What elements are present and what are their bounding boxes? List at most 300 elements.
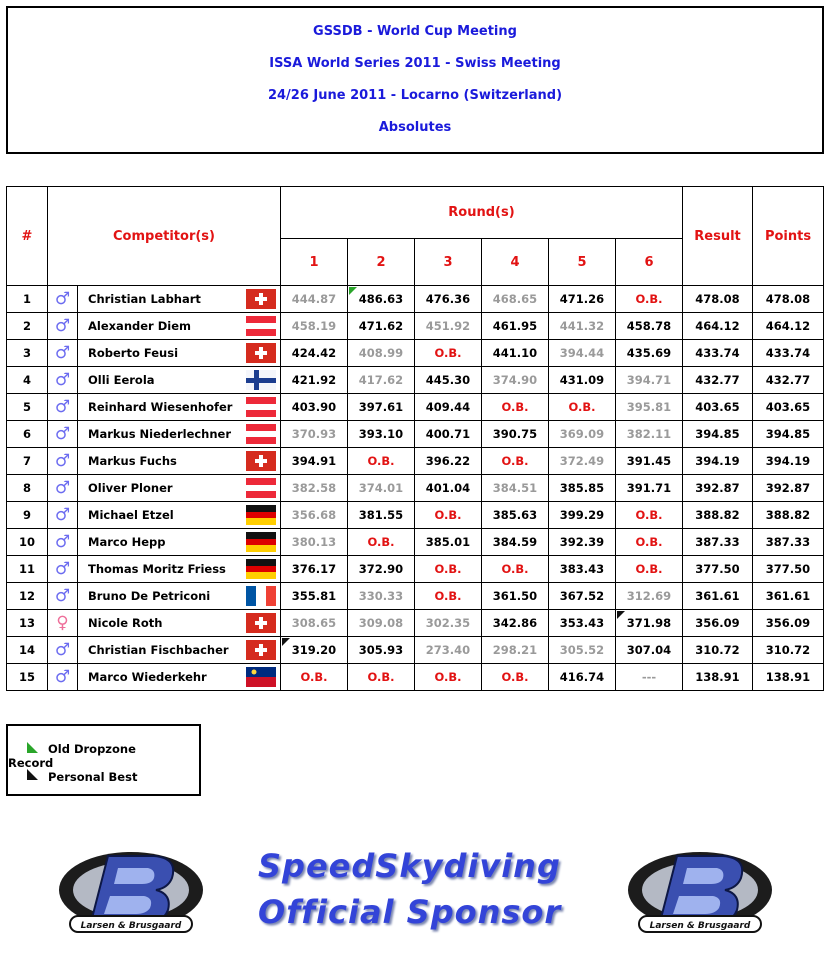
round-5-value xyxy=(549,340,616,367)
round-5-value xyxy=(549,610,616,637)
points-cell: 138.91 xyxy=(753,664,824,691)
table-row xyxy=(7,475,824,502)
round-value-text: O.B. xyxy=(434,346,462,360)
points-cell: 403.65 xyxy=(753,394,824,421)
round-6-value xyxy=(616,637,683,664)
round-4-value xyxy=(482,340,549,367)
points-cell: 377.50 xyxy=(753,556,824,583)
round-2-value xyxy=(348,556,415,583)
flag-cell xyxy=(243,448,281,475)
switzerland-flag-icon xyxy=(246,640,276,660)
round-1-value xyxy=(281,529,348,556)
round-5-value xyxy=(549,556,616,583)
round-value-text: 431.09 xyxy=(559,373,605,387)
male-icon: ♂ xyxy=(48,637,78,664)
round-value-text: 376.17 xyxy=(291,562,337,576)
rank-cell: 11 xyxy=(7,556,48,583)
points-cell: 394.85 xyxy=(753,421,824,448)
table-row xyxy=(7,502,824,529)
round-1-value xyxy=(281,583,348,610)
round-6-value xyxy=(616,340,683,367)
competitor-name: Oliver Ploner xyxy=(78,475,243,502)
table-row xyxy=(7,367,824,394)
round-value-text: 312.69 xyxy=(626,589,672,603)
round-4-value xyxy=(482,286,549,313)
competitor-name: Thomas Moritz Friess xyxy=(78,556,243,583)
round-5-value xyxy=(549,502,616,529)
sponsor-text xyxy=(258,843,561,935)
table-row xyxy=(7,313,824,340)
round-1-value xyxy=(281,394,348,421)
competitor-name: Christian Labhart xyxy=(78,286,243,313)
event-series: ISSA World Series 2011 - Swiss Meeting xyxy=(269,56,561,71)
points-cell: 478.08 xyxy=(753,286,824,313)
round-2-value xyxy=(348,448,415,475)
round-value-text: 441.32 xyxy=(559,319,605,333)
result-cell: 403.65 xyxy=(683,394,753,421)
results-table xyxy=(6,186,824,691)
germany-flag-icon xyxy=(246,505,276,525)
round-value-text: O.B. xyxy=(635,535,663,549)
col-competitor-header: Competitor(s) xyxy=(48,187,281,286)
round-value-text: 374.01 xyxy=(358,481,404,495)
points-cell: 433.74 xyxy=(753,340,824,367)
round-value-text: 393.10 xyxy=(358,427,404,441)
result-cell: 433.74 xyxy=(683,340,753,367)
round-value-text: O.B. xyxy=(300,670,328,684)
round-value-text: 330.33 xyxy=(358,589,404,603)
round-value-text: 401.04 xyxy=(425,481,471,495)
round-5-value xyxy=(549,448,616,475)
logo-text-right: Larsen & Brusgaard xyxy=(649,921,751,931)
round-value-text: 409.44 xyxy=(425,400,471,414)
round-value-text: 353.43 xyxy=(559,616,605,630)
logo-text-left: Larsen & Brusgaard xyxy=(80,921,182,931)
round-value-text: 305.93 xyxy=(358,643,404,657)
event-title: GSSDB - World Cup Meeting xyxy=(313,24,517,39)
competitor-name: Michael Etzel xyxy=(78,502,243,529)
result-cell: 361.61 xyxy=(683,583,753,610)
round-3-value xyxy=(415,448,482,475)
round-value-text: 372.49 xyxy=(559,454,605,468)
round-value-text: O.B. xyxy=(367,454,395,468)
points-cell: 387.33 xyxy=(753,529,824,556)
round-1-value xyxy=(281,637,348,664)
round-6-value xyxy=(616,475,683,502)
round-value-text: 385.63 xyxy=(492,508,538,522)
flag-cell xyxy=(243,367,281,394)
round-value-text: O.B. xyxy=(434,562,462,576)
male-icon: ♂ xyxy=(48,448,78,475)
round-value-text: O.B. xyxy=(434,670,462,684)
rank-cell: 14 xyxy=(7,637,48,664)
round-2-value xyxy=(348,664,415,691)
rank-cell: 12 xyxy=(7,583,48,610)
flag-cell xyxy=(243,664,281,691)
table-row xyxy=(7,340,824,367)
round-1-header: 1 xyxy=(281,239,348,286)
round-value-text: O.B. xyxy=(434,508,462,522)
flag-cell xyxy=(243,475,281,502)
rank-cell: 15 xyxy=(7,664,48,691)
round-4-value xyxy=(482,610,549,637)
flag-cell xyxy=(243,340,281,367)
flag-cell xyxy=(243,394,281,421)
result-cell: 394.19 xyxy=(683,448,753,475)
competitor-name: Reinhard Wiesenhofer xyxy=(78,394,243,421)
round-4-value xyxy=(482,313,549,340)
col-rank-header: # xyxy=(7,187,48,286)
round-3-value xyxy=(415,421,482,448)
round-value-text: 385.85 xyxy=(559,481,605,495)
legend-personal-best: Personal Best xyxy=(48,770,138,784)
round-value-text: 394.44 xyxy=(559,346,605,360)
competitor-name: Alexander Diem xyxy=(78,313,243,340)
male-icon: ♂ xyxy=(48,475,78,502)
points-cell: 310.72 xyxy=(753,637,824,664)
rank-cell: 5 xyxy=(7,394,48,421)
round-3-value xyxy=(415,502,482,529)
round-value-text: O.B. xyxy=(635,508,663,522)
round-2-value xyxy=(348,529,415,556)
round-1-value xyxy=(281,421,348,448)
austria-flag-icon xyxy=(246,397,276,417)
round-value-text: 461.95 xyxy=(492,319,538,333)
round-4-value xyxy=(482,367,549,394)
round-3-value xyxy=(415,367,482,394)
old-dropzone-record-marker-icon xyxy=(349,287,357,295)
round-value-text: 476.36 xyxy=(425,292,471,306)
round-1-value xyxy=(281,502,348,529)
round-6-value xyxy=(616,313,683,340)
round-1-value xyxy=(281,313,348,340)
points-cell: 361.61 xyxy=(753,583,824,610)
result-cell: 356.09 xyxy=(683,610,753,637)
sponsor-line2: Official Sponsor xyxy=(258,893,562,931)
round-value-text: 403.90 xyxy=(291,400,337,414)
competitor-name: Marco Wiederkehr xyxy=(78,664,243,691)
round-value-text: 391.71 xyxy=(626,481,672,495)
round-6-value xyxy=(616,394,683,421)
larsen-brusgaard-logo-left xyxy=(56,842,206,942)
round-4-value xyxy=(482,664,549,691)
round-4-header: 4 xyxy=(482,239,549,286)
round-6-header: 6 xyxy=(616,239,683,286)
round-value-text: 391.45 xyxy=(626,454,672,468)
rank-cell: 9 xyxy=(7,502,48,529)
round-value-text: 397.61 xyxy=(358,400,404,414)
event-header xyxy=(6,6,824,154)
event-category: Absolutes xyxy=(378,120,452,135)
round-6-value xyxy=(616,286,683,313)
round-value-text: 372.90 xyxy=(358,562,404,576)
round-6-value xyxy=(616,610,683,637)
round-value-text: 371.98 xyxy=(626,616,672,630)
round-value-text: 394.71 xyxy=(626,373,672,387)
round-value-text: 383.43 xyxy=(559,562,605,576)
round-value-text: 298.21 xyxy=(492,643,538,657)
round-value-text: 309.08 xyxy=(358,616,404,630)
col-result-header: Result xyxy=(683,187,753,286)
round-value-text: O.B. xyxy=(568,400,596,414)
round-value-text: 445.30 xyxy=(425,373,471,387)
round-2-value xyxy=(348,340,415,367)
rank-cell: 10 xyxy=(7,529,48,556)
round-value-text: 471.62 xyxy=(358,319,404,333)
table-row xyxy=(7,421,824,448)
female-icon: ♀ xyxy=(48,610,78,637)
round-5-value xyxy=(549,313,616,340)
flag-cell xyxy=(243,556,281,583)
round-5-value xyxy=(549,286,616,313)
flag-cell xyxy=(243,610,281,637)
larsen-brusgaard-logo-right xyxy=(625,842,775,942)
male-icon: ♂ xyxy=(48,286,78,313)
flag-cell xyxy=(243,583,281,610)
switzerland-flag-icon xyxy=(246,289,276,309)
round-2-header: 2 xyxy=(348,239,415,286)
personal-best-marker-icon xyxy=(617,611,625,619)
table-row xyxy=(7,529,824,556)
round-1-value xyxy=(281,448,348,475)
result-cell: 388.82 xyxy=(683,502,753,529)
switzerland-flag-icon xyxy=(246,613,276,633)
round-value-text: 370.93 xyxy=(291,427,337,441)
round-value-text: 400.71 xyxy=(425,427,471,441)
round-value-text: 374.90 xyxy=(492,373,538,387)
round-value-text: 342.86 xyxy=(492,616,538,630)
round-value-text: 308.65 xyxy=(291,616,337,630)
col-points-header: Points xyxy=(753,187,824,286)
sponsor-line1: SpeedSkydiving xyxy=(258,847,561,885)
round-4-value xyxy=(482,583,549,610)
male-icon: ♂ xyxy=(48,664,78,691)
round-value-text: 441.10 xyxy=(492,346,538,360)
round-value-text: 369.09 xyxy=(559,427,605,441)
rank-cell: 3 xyxy=(7,340,48,367)
points-cell: 388.82 xyxy=(753,502,824,529)
round-value-text: 394.91 xyxy=(291,454,337,468)
round-3-value xyxy=(415,637,482,664)
male-icon: ♂ xyxy=(48,529,78,556)
round-value-text: 390.75 xyxy=(492,427,538,441)
competitor-name: Christian Fischbacher xyxy=(78,637,243,664)
round-3-header: 3 xyxy=(415,239,482,286)
result-cell: 464.12 xyxy=(683,313,753,340)
round-1-value xyxy=(281,340,348,367)
round-3-value xyxy=(415,313,482,340)
round-4-value xyxy=(482,475,549,502)
round-3-value xyxy=(415,583,482,610)
round-value-text: 356.68 xyxy=(291,508,337,522)
round-4-value xyxy=(482,394,549,421)
round-2-value xyxy=(348,421,415,448)
result-cell: 310.72 xyxy=(683,637,753,664)
rank-cell: 4 xyxy=(7,367,48,394)
legend xyxy=(6,724,201,796)
round-value-text: O.B. xyxy=(501,562,529,576)
round-4-value xyxy=(482,502,549,529)
competitor-name: Roberto Feusi xyxy=(78,340,243,367)
male-icon: ♂ xyxy=(48,421,78,448)
flag-cell xyxy=(243,313,281,340)
round-value-text: O.B. xyxy=(635,292,663,306)
round-1-value xyxy=(281,556,348,583)
round-value-text: 396.22 xyxy=(425,454,471,468)
event-date-location: 24/26 June 2011 - Locarno (Switzerland) xyxy=(267,88,563,103)
points-cell: 394.19 xyxy=(753,448,824,475)
flag-cell xyxy=(243,286,281,313)
round-value-text: 319.20 xyxy=(291,643,337,657)
round-value-text: O.B. xyxy=(434,589,462,603)
table-row xyxy=(7,394,824,421)
round-5-value xyxy=(549,421,616,448)
legend-record: Record xyxy=(8,756,54,770)
round-2-value xyxy=(348,475,415,502)
points-cell: 464.12 xyxy=(753,313,824,340)
round-value-text: 399.29 xyxy=(559,508,605,522)
round-value-text: 444.87 xyxy=(291,292,337,306)
round-5-value xyxy=(549,394,616,421)
male-icon: ♂ xyxy=(48,313,78,340)
round-5-value xyxy=(549,529,616,556)
male-icon: ♂ xyxy=(48,394,78,421)
round-value-text: O.B. xyxy=(501,670,529,684)
round-2-value xyxy=(348,583,415,610)
round-6-value xyxy=(616,556,683,583)
round-value-text: 435.69 xyxy=(626,346,672,360)
round-value-text: 273.40 xyxy=(425,643,471,657)
round-5-value xyxy=(549,367,616,394)
round-2-value xyxy=(348,502,415,529)
table-row xyxy=(7,556,824,583)
round-value-text: 385.01 xyxy=(425,535,471,549)
round-value-text: 417.62 xyxy=(358,373,404,387)
personal-best-marker-icon xyxy=(282,638,290,646)
round-value-text: 367.52 xyxy=(559,589,605,603)
round-5-value xyxy=(549,583,616,610)
male-icon: ♂ xyxy=(48,556,78,583)
flag-cell xyxy=(243,502,281,529)
switzerland-flag-icon xyxy=(246,451,276,471)
round-value-text: 355.81 xyxy=(291,589,337,603)
round-5-value xyxy=(549,664,616,691)
round-5-value xyxy=(549,475,616,502)
austria-flag-icon xyxy=(246,478,276,498)
round-6-value xyxy=(616,367,683,394)
round-3-value xyxy=(415,286,482,313)
round-1-value xyxy=(281,664,348,691)
round-value-text: 408.99 xyxy=(358,346,404,360)
personal-best-marker-icon xyxy=(27,769,38,780)
points-cell: 356.09 xyxy=(753,610,824,637)
round-6-value xyxy=(616,502,683,529)
result-cell: 377.50 xyxy=(683,556,753,583)
competitor-name: Markus Niederlechner xyxy=(78,421,243,448)
round-value-text: 361.50 xyxy=(492,589,538,603)
round-2-value xyxy=(348,610,415,637)
table-row xyxy=(7,664,824,691)
round-5-header: 5 xyxy=(549,239,616,286)
round-3-value xyxy=(415,529,482,556)
col-rounds-header: Round(s) xyxy=(281,187,683,239)
germany-flag-icon xyxy=(246,532,276,552)
round-6-value xyxy=(616,421,683,448)
round-value-text: 451.92 xyxy=(425,319,471,333)
round-2-value xyxy=(348,313,415,340)
table-row xyxy=(7,583,824,610)
points-cell: 432.77 xyxy=(753,367,824,394)
round-2-value xyxy=(348,394,415,421)
round-2-value xyxy=(348,637,415,664)
round-6-value xyxy=(616,529,683,556)
table-row xyxy=(7,448,824,475)
competitor-name: Bruno De Petriconi xyxy=(78,583,243,610)
round-4-value xyxy=(482,448,549,475)
table-row xyxy=(7,610,824,637)
round-1-value xyxy=(281,367,348,394)
round-3-value xyxy=(415,394,482,421)
round-value-text: 416.74 xyxy=(559,670,605,684)
rank-cell: 7 xyxy=(7,448,48,475)
flag-cell xyxy=(243,637,281,664)
round-6-value xyxy=(616,664,683,691)
flag-cell xyxy=(243,421,281,448)
france-flag-icon xyxy=(246,586,276,606)
round-3-value xyxy=(415,610,482,637)
old-dropzone-record-marker-icon xyxy=(27,742,38,753)
finland-flag-icon xyxy=(246,370,276,390)
points-cell: 392.87 xyxy=(753,475,824,502)
result-cell: 138.91 xyxy=(683,664,753,691)
round-value-text: 305.52 xyxy=(559,643,605,657)
competitor-name: Nicole Roth xyxy=(78,610,243,637)
competitor-name: Olli Eerola xyxy=(78,367,243,394)
result-cell: 478.08 xyxy=(683,286,753,313)
male-icon: ♂ xyxy=(48,340,78,367)
round-value-text: O.B. xyxy=(367,535,395,549)
round-3-value xyxy=(415,340,482,367)
round-value-text: 421.92 xyxy=(291,373,337,387)
competitor-name: Marco Hepp xyxy=(78,529,243,556)
round-value-text: O.B. xyxy=(501,454,529,468)
round-value-text: 302.35 xyxy=(425,616,471,630)
round-1-value xyxy=(281,610,348,637)
round-value-text: --- xyxy=(641,670,657,684)
result-cell: 432.77 xyxy=(683,367,753,394)
round-value-text: 471.26 xyxy=(559,292,605,306)
round-value-text: 384.59 xyxy=(492,535,538,549)
round-1-value xyxy=(281,475,348,502)
austria-flag-icon xyxy=(246,424,276,444)
round-value-text: O.B. xyxy=(635,562,663,576)
legend-old-dropzone: Old Dropzone xyxy=(48,742,136,756)
round-value-text: 458.19 xyxy=(291,319,337,333)
round-4-value xyxy=(482,421,549,448)
male-icon: ♂ xyxy=(48,367,78,394)
austria-flag-icon xyxy=(246,316,276,336)
round-value-text: 392.39 xyxy=(559,535,605,549)
round-value-text: 382.58 xyxy=(291,481,337,495)
flag-cell xyxy=(243,529,281,556)
round-value-text: 424.42 xyxy=(291,346,337,360)
round-3-value xyxy=(415,664,482,691)
round-4-value xyxy=(482,556,549,583)
round-value-text: 384.51 xyxy=(492,481,538,495)
result-cell: 392.87 xyxy=(683,475,753,502)
rank-cell: 6 xyxy=(7,421,48,448)
table-row xyxy=(7,637,824,664)
